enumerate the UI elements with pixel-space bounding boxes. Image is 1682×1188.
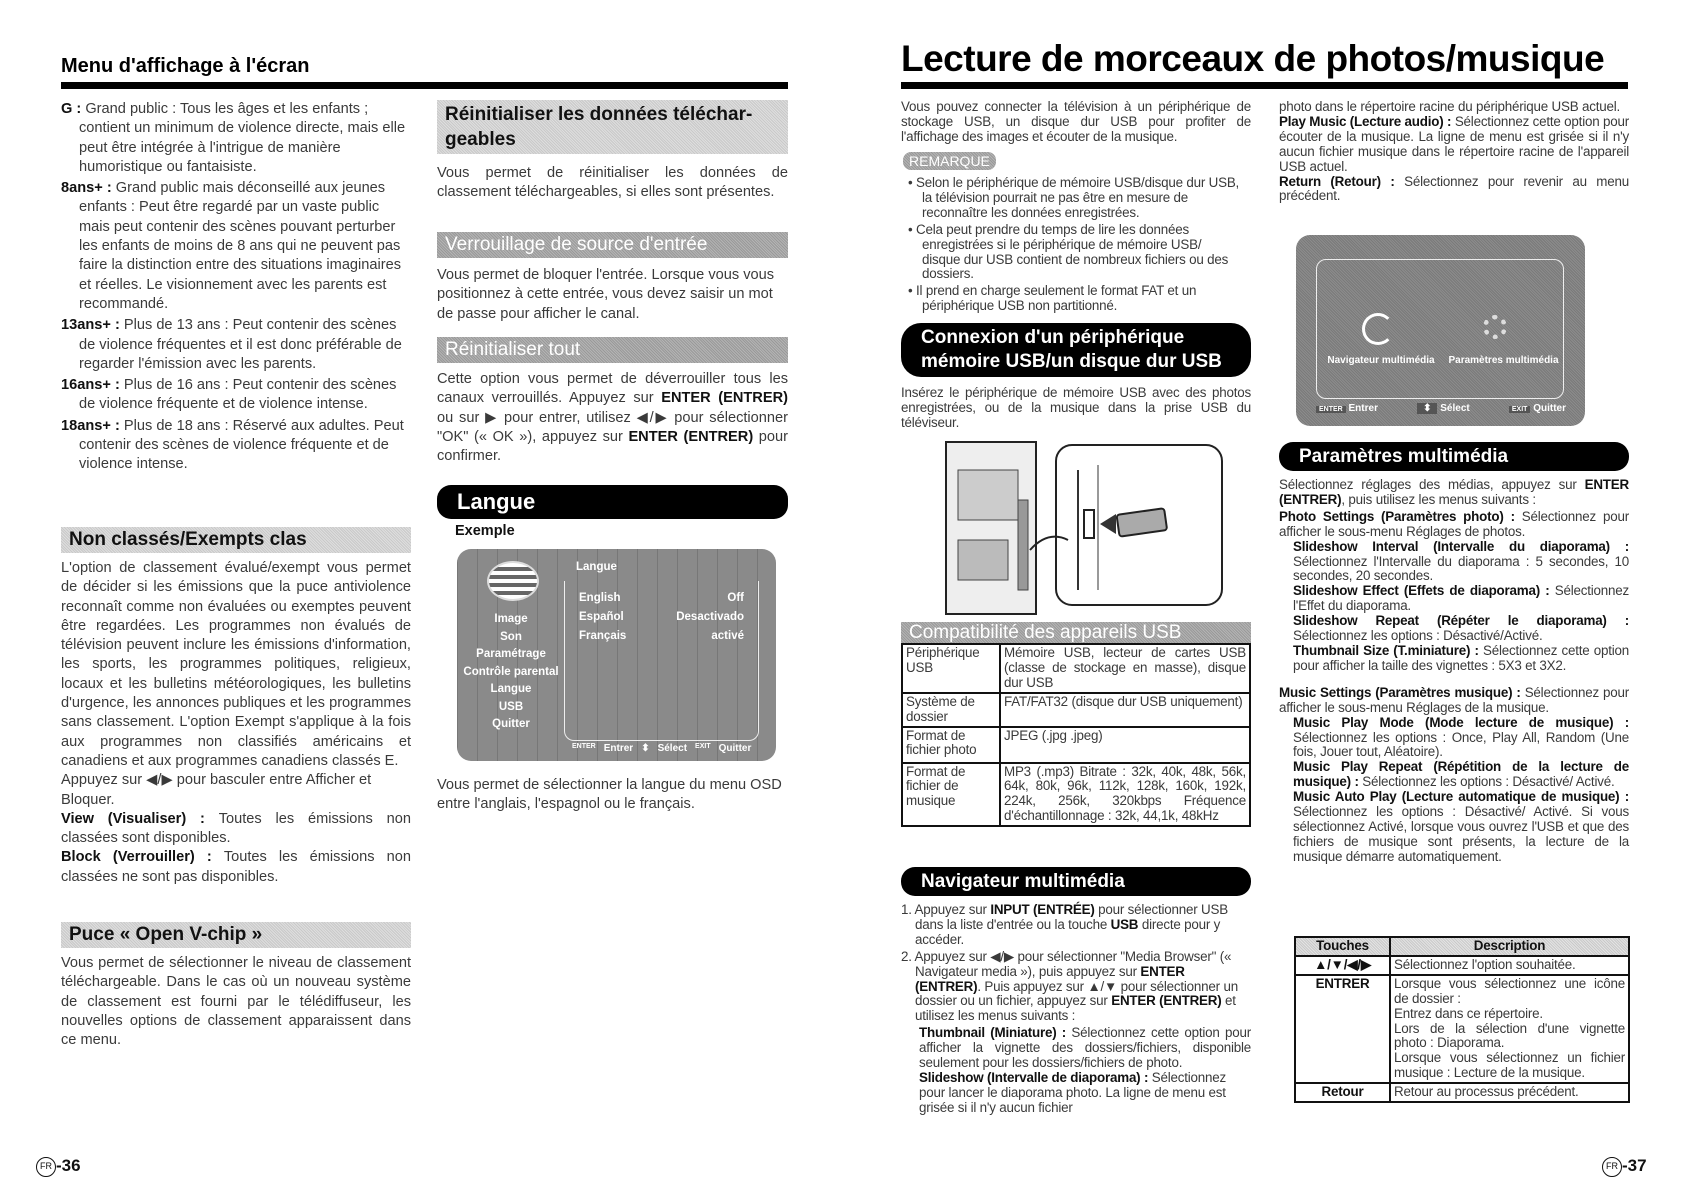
text: Toutes les émissions non classées sont disponibles. — [61, 810, 411, 847]
note-text: Cela peut prendre du temps de lire les données enregistrées si le périphérique de mémoire USB/ disque dur USB contient de nombreux fichiers ou des dossiers. — [916, 221, 1229, 282]
osd-menu-item: Quitter — [492, 718, 530, 730]
text: Sélectionnez cette option pour afficher la taille des vignettes : 5X3 et 3X2. — [1293, 642, 1629, 673]
osd-menu-item: Contrôle parental — [463, 665, 559, 678]
osd-menu-item: Image — [494, 613, 528, 625]
column-header: Touches — [1295, 937, 1390, 956]
table-row — [1295, 956, 1629, 975]
note-item: • Il prend en charge seulement le format FAT et un périphérique USB non partitionné. — [908, 283, 1197, 314]
settings-text — [1279, 478, 1629, 865]
text: Grand public mais déconseillé aux jeunes enfants : Peut être regardé par un vaste public mais peut contenir des scènes pouvant perturber les enfants de moins de 8 ans qui ne peuvent pas faire la distinction entre des situations imaginaires et réelles. Le visionnement avec les parents est recommandé. — [79, 180, 402, 312]
osd-heading: Langue — [576, 561, 617, 573]
page-dash: - — [56, 1156, 62, 1175]
menu-media-settings[interactable]: Paramètres multimédia — [1448, 355, 1559, 366]
table-cell: Mémoire USB, lecteur de cartes USB (classe de stockage en masse), disque dur USB — [1000, 644, 1250, 693]
desc-line: Lorsque vous sélectionnez un fichier musique : Lecture de la musique. — [1394, 1050, 1625, 1081]
osd-menu-item: Langue — [490, 683, 532, 695]
table-cell: Format de fichier de musique — [902, 763, 1000, 827]
text: Toutes les émissions non classées ne sont pas disponibles. — [61, 849, 411, 885]
bold-term: ENTER (ENTRER) — [1111, 993, 1222, 1009]
key-cell: ▲/▼/◀/▶ — [1295, 956, 1390, 975]
photo-continued — [1279, 100, 1629, 115]
screen-footer — [1316, 403, 1566, 414]
page-number-left — [36, 1156, 81, 1177]
text: Sélectionnez les options : Once, Play All, Random (Une fois, Jouer tout, Aléatoire). — [1293, 729, 1629, 760]
page-number: 37 — [1627, 1156, 1647, 1175]
bold-term: Slideshow (Intervalle de diaporama) : — [919, 1069, 1152, 1085]
langue-heading: Langue — [437, 485, 788, 519]
reset-all-body — [437, 370, 788, 466]
vchip-body: Vous permet de sélectionner le niveau de classement téléchargeable. Dans le cas où un nouveau système de classement est fourni par le télédiffuseur, les nouvelles options de classement apparaissent dans ce menu. — [61, 955, 411, 1049]
browser-steps — [901, 903, 1251, 1116]
menu-media-browser[interactable]: Navigateur multimédia — [1327, 355, 1435, 366]
key-cell: ENTRER — [1295, 975, 1390, 1083]
option-value: Off — [727, 592, 744, 604]
page-dash: - — [1622, 1156, 1628, 1175]
bold-term: Music Auto Play (Lecture automatique de musique) : — [1293, 789, 1629, 805]
browser-step-1 — [901, 903, 1251, 948]
unrated-body: L'option de classement évalué/exempt vous permet de décider si les émissions que la puce antiviolence reconnaît comme non évaluées ou exemptes peuvent être regardées. Les programmes non évalués de télévision peuvent inclure les émissions d'information, les sports, les programmes politiques, religieux, locaux et les bulletins météorologiques, les bulletins d'urgence, les annonces publiques et les programmes sans classement. L'option Exempt s'applique à la fois aux programmes non classifiés américains et canadiens et aux programmes canadiens classés E. — [61, 560, 411, 769]
compat-heading: Compatibilité des appareils USB — [901, 622, 1251, 644]
text: pour sélectionner USB dans la liste d'entrée ou la touche — [915, 902, 1228, 932]
footer-enter: Entrer — [603, 743, 634, 754]
footer-exit: Quitter — [718, 743, 752, 754]
bold-term: USB — [1110, 916, 1139, 932]
text: Sélectionnez pour afficher le sous-menu Réglages de la musique. — [1279, 684, 1629, 715]
text: Sélectionnez pour lancer le diaporama photo. La ligne de menu est grisée si il n'y aucun fichier — [919, 1069, 1227, 1115]
footer-select — [1417, 403, 1470, 414]
desc-line: Entrez dans ce répertoire. — [1394, 1005, 1543, 1021]
table-cell: JPEG (.jpg .jpeg) — [1000, 727, 1250, 763]
page-number-right — [1602, 1156, 1647, 1177]
bold-term: Slideshow Effect (Effets de diaporama) : — [1293, 583, 1555, 599]
photo-settings — [1279, 510, 1629, 540]
photo-item — [1293, 644, 1629, 674]
option-name: Français — [579, 630, 627, 642]
footer-select: Sélect — [657, 743, 688, 754]
text: Sélectionnez pour afficher le sous-menu Réglages de photos. — [1279, 508, 1629, 539]
fr-badge-icon: FR — [1602, 1157, 1622, 1177]
unrated-section — [61, 559, 411, 887]
text: Cette option vous permet de déverrouiller tous les canaux verrouillés. Appuyez sur — [437, 371, 788, 407]
updown-icon: ⬍ — [641, 743, 650, 754]
note-badge: REMARQUE — [903, 152, 996, 170]
footer-exit-label: Quitter — [1533, 403, 1566, 414]
connect-heading-line: Connexion d'un périphérique — [921, 327, 1185, 348]
desc-line: Sélectionnez l'option souhaitée. — [1394, 956, 1576, 972]
connect-body: Insérez le périphérique de mémoire USB avec des photos enregistrées, ou de la musique dans la prise USB du téléviseur. — [901, 385, 1251, 430]
bold-term: Slideshow Interval (Intervalle du diaporama) : — [1293, 538, 1629, 554]
bold-term: INPUT (ENTRÉE) — [990, 902, 1095, 917]
osd-menu-item: Son — [500, 630, 522, 643]
footer-enter — [1316, 403, 1378, 414]
osd-menu-item: Paramétrage — [476, 648, 546, 660]
text: Sélectionnez les options : Désactivé/ Activé. Si vous sélectionnez Activé, lorsque vous ouvrez l'USB et que des fichiers de musique sont présents, la lecture de la musique démarre automatiquement. — [1293, 804, 1629, 864]
rating-16 — [61, 376, 411, 415]
intro-text: Vous pouvez connecter la télévision à un périphérique de stockage USB, un disque dur USB pour profiter de l'affichage des images et écouter de la musique. — [901, 99, 1251, 144]
photo-item — [1293, 540, 1629, 585]
text: Sélectionnez les options : Désactivé/Activé. — [1293, 628, 1543, 644]
keys-table — [1294, 936, 1630, 1103]
bold-term: G : — [61, 101, 86, 117]
text: directe pour y accéder. — [915, 916, 1221, 947]
unrated-view — [61, 810, 411, 849]
text: photo dans le répertoire racine du périphérique USB actuel. — [1279, 99, 1621, 114]
photo-item — [1293, 584, 1629, 614]
enter-key-icon: ENTER — [1316, 406, 1346, 413]
music-item — [1293, 716, 1629, 761]
reset-all-heading: Réinitialiser tout — [437, 337, 788, 363]
settings-gear-icon[interactable] — [1483, 315, 1507, 339]
exit-key-icon: EXIT — [695, 743, 711, 750]
osd-menu-item: USB — [498, 700, 524, 713]
table-row — [902, 644, 1250, 693]
text: Sélectionnez l'Intervalle du diaporama : 5 secondes, 10 secondes, 20 secondes. — [1293, 553, 1629, 584]
bold-term: 16ans+ : — [61, 377, 124, 394]
unrated-toggle: Appuyez sur ◀/▶ pour basculer entre Afficher et Bloquer. — [61, 772, 372, 808]
table-cell: Format de fichier photo — [902, 727, 1000, 763]
text: ou sur ▶ pour entrer, utilisez ◀/▶ pour sélectionner "OK" (« OK »), appuyez sur — [437, 409, 788, 445]
bold-term: Play Music (Lecture audio) : — [1279, 113, 1455, 129]
text: Grand public : Tous les âges et les enfants ; contient un minimum de violence directe, mais elle peut être intégrée à l'intrigue de manière humoristique ou fantaisiste. — [79, 101, 406, 175]
browser-slideshow — [901, 1071, 1251, 1116]
osd-options-panel — [564, 581, 759, 741]
bold-term: Thumbnail (Miniature) : — [919, 1025, 1072, 1041]
reset-download-heading: Réinitialiser les données téléchar-geables — [437, 100, 788, 154]
table-cell: Système de dossier — [902, 693, 1000, 727]
bold-term: Music Play Repeat (Répétition de la lecture de musique) : — [1293, 759, 1629, 790]
text: pour confirmer. — [437, 428, 788, 465]
bold-term: Thumbnail Size (T.miniature) : — [1293, 642, 1483, 658]
table-row — [902, 763, 1250, 827]
desc-cell — [1390, 975, 1629, 1083]
connect-heading — [901, 323, 1251, 377]
bold-term: Slideshow Repeat (Répéter le diaporama) : — [1293, 613, 1629, 629]
rating-8 — [61, 179, 411, 314]
text: 1. Appuyez sur — [901, 902, 991, 917]
table-cell: FAT/FAT32 (disque dur USB uniquement) — [1000, 693, 1250, 727]
music-item — [1293, 760, 1629, 790]
column-header: Description — [1390, 937, 1629, 956]
fr-badge-icon: FR — [36, 1157, 56, 1177]
bold-term: Music Settings (Paramètres musique) : — [1279, 684, 1525, 700]
text: Sélectionnez réglages des médias, appuyez sur — [1279, 477, 1585, 492]
return-item — [1279, 175, 1629, 205]
table-row — [1295, 975, 1629, 1083]
table-row — [902, 693, 1250, 727]
music-item — [1293, 790, 1629, 865]
osd-option-english — [579, 589, 744, 608]
input-lock-body: Vous permet de bloquer l'entrée. Lorsque vous vous positionnez à cette entrée, vous devez saisir un mot de passe pour afficher le canal. — [437, 267, 775, 322]
text: Sélectionnez cette option pour afficher la vignette des dossiers/fichiers, disponible seulement pour les dossiers/fichiers de photo. — [919, 1025, 1252, 1071]
table-header-row — [1295, 937, 1629, 956]
table-cell: Périphérique USB — [902, 644, 1000, 693]
input-lock-heading: Verrouillage de source d'entrée — [437, 232, 788, 258]
note-item: • Selon le périphérique de mémoire USB/disque dur USB, la télévision pourrait ne pas être en mesure de reconnaître les données enregistrées. — [908, 175, 1240, 220]
bold-term: ENTER (ENTRER) — [628, 428, 754, 445]
text: Sélectionnez cette option pour écouter de la musique. La ligne de menu est grisée si il n'y aucun fichier musique dans le répertoire racine de l'appareil USB actuel. — [1279, 113, 1629, 174]
example-label: Exemple — [455, 523, 515, 539]
text: Plus de 16 ans : Peut contenir des scènes de violence fréquente et de violence intense. — [79, 377, 397, 413]
bold-term: 8ans+ : — [61, 180, 116, 197]
language-osd-screenshot — [457, 549, 776, 761]
rating-13 — [61, 316, 411, 374]
text: Sélectionnez pour revenir au menu précédent. — [1279, 173, 1629, 204]
browser-thumbnail — [901, 1026, 1251, 1071]
footer-select-label: Sélect — [1440, 403, 1470, 414]
text: Sélectionnez l'Effet du diaporama. — [1293, 583, 1629, 614]
osd-footer — [572, 743, 762, 754]
bold-term: View (Visualiser) : — [61, 810, 219, 827]
settings-heading: Paramètres multimédia — [1279, 442, 1629, 471]
page-title: Lecture de morceaux de photos/musique — [901, 38, 1605, 79]
bold-term: Block (Verrouiller) : — [61, 849, 224, 866]
rating-g — [61, 100, 411, 177]
option-name: English — [579, 592, 621, 604]
bold-term: ENTER (ENTRER) — [661, 390, 788, 407]
desc-line: Lors de la sélection d'une vignette photo : Diaporama. — [1394, 1020, 1625, 1051]
osd-option-espanol — [579, 608, 744, 627]
usb-browser-icon[interactable] — [1362, 313, 1394, 345]
section-header: Menu d'affichage à l'écran — [61, 55, 310, 77]
bold-term: Return (Retour) : — [1279, 173, 1405, 189]
text: , puis utilisez les menus suivants : — [1341, 491, 1536, 507]
unrated-heading: Non classés/Exempts clas — [61, 527, 411, 553]
header-rule — [901, 82, 1628, 89]
table-row — [1295, 1083, 1629, 1102]
reset-download-body: Vous permet de réinitialiser les données de classement téléchargeables, si elles sont présentes. — [437, 165, 788, 201]
unrated-block — [61, 848, 411, 887]
ratings-list — [61, 100, 411, 477]
note-text: Selon le périphérique de mémoire USB/disque dur USB, la télévision pourrait ne pas être en mesure de reconnaître les données enregistrées. — [916, 175, 1240, 220]
photo-item — [1293, 614, 1629, 644]
bold-term: 18ans+ : — [61, 417, 124, 434]
langue-body: Vous permet de sélectionner la langue du menu OSD entre l'anglais, l'espagnol ou le français. — [437, 777, 782, 813]
bold-term: ENTER (ENTRER) — [915, 963, 1185, 994]
table-cell: MP3 (.mp3) Bitrate : 32k, 40k, 48k, 56k, 64k, 80k, 96k, 112k, 128k, 160k, 192k, 224k, 256k, 320kbps Fréquence d'échantillonnage : 32k, 44,1k, 48kHz — [1000, 763, 1250, 827]
col2-top-text — [1279, 100, 1629, 204]
enter-key-icon: ENTER — [572, 743, 596, 750]
exit-key-icon: EXIT — [1509, 406, 1531, 413]
bold-term: Music Play Mode (Mode lecture de musique) : — [1293, 714, 1629, 730]
music-items — [1279, 716, 1629, 865]
language-icon — [487, 561, 539, 601]
osd-option-francais — [579, 627, 744, 646]
usb-connection-illustration — [938, 440, 1228, 616]
option-value: Desactivado — [676, 611, 744, 623]
bold-term: Photo Settings (Paramètres photo) : — [1279, 508, 1522, 524]
text: Plus de 13 ans : Peut contenir des scènes de violence fréquentes et il est donc préférable de regarder l'émission avec les parents. — [79, 317, 402, 372]
settings-intro — [1279, 478, 1629, 508]
option-value: activé — [711, 630, 744, 642]
header-rule — [61, 82, 788, 89]
browser-step-2 — [901, 950, 1251, 1025]
rating-18 — [61, 417, 411, 475]
desc-cell — [1390, 956, 1629, 975]
text: et utilisez les menus suivants : — [915, 993, 1236, 1024]
updown-icon: ⬍ — [1417, 403, 1437, 414]
footer-exit — [1509, 403, 1566, 414]
desc-line: Lorsque vous sélectionnez une icône de dossier : — [1394, 975, 1625, 1006]
photo-items — [1279, 540, 1629, 674]
connect-heading-line: mémoire USB/un disque dur USB — [921, 351, 1222, 372]
media-menu-screenshot — [1296, 235, 1585, 426]
desc-line: Retour au processus précédent. — [1394, 1084, 1579, 1100]
vchip-heading: Puce « Open V-chip » — [61, 922, 411, 948]
desc-cell — [1390, 1083, 1629, 1102]
note-item: • Cela peut prendre du temps de lire les données enregistrées si le périphérique de mémoire USB/ disque dur USB contient de nombreux fichiers ou des dossiers. — [908, 221, 1229, 282]
text: Sélectionnez les options : Désactivé/ Activé. — [1362, 774, 1615, 790]
text: . Puis appuyez sur ▲/▼ pour sélectionner un dossier ou un fichier, appuyez sur — [915, 978, 1238, 1009]
play-music — [1279, 115, 1629, 175]
text: Plus de 18 ans : Réservé aux adultes. Peut contenir des scènes de violence fréquente et de violence intense. — [79, 417, 404, 473]
music-settings — [1279, 686, 1629, 716]
note-text: Il prend en charge seulement le format FAT et un périphérique USB non partitionné. — [916, 283, 1197, 314]
bold-term: ENTER (ENTRER) — [1279, 477, 1629, 507]
page-number: 36 — [61, 1156, 81, 1175]
footer-enter-label: Entrer — [1348, 403, 1378, 414]
browser-heading: Navigateur multimédia — [901, 867, 1251, 896]
compat-table — [901, 643, 1251, 827]
option-name: Español — [579, 611, 624, 623]
table-row — [902, 727, 1250, 763]
bold-term: 13ans+ : — [61, 317, 124, 334]
notes-list — [908, 176, 1243, 316]
key-cell: Retour — [1295, 1083, 1390, 1102]
media-menu-panel — [1316, 259, 1564, 399]
text: 2. Appuyez sur ◀/▶ pour sélectionner "Media Browser" (« Navigateur media »), puis appuyez sur — [901, 948, 1232, 979]
osd-menu — [461, 611, 561, 734]
